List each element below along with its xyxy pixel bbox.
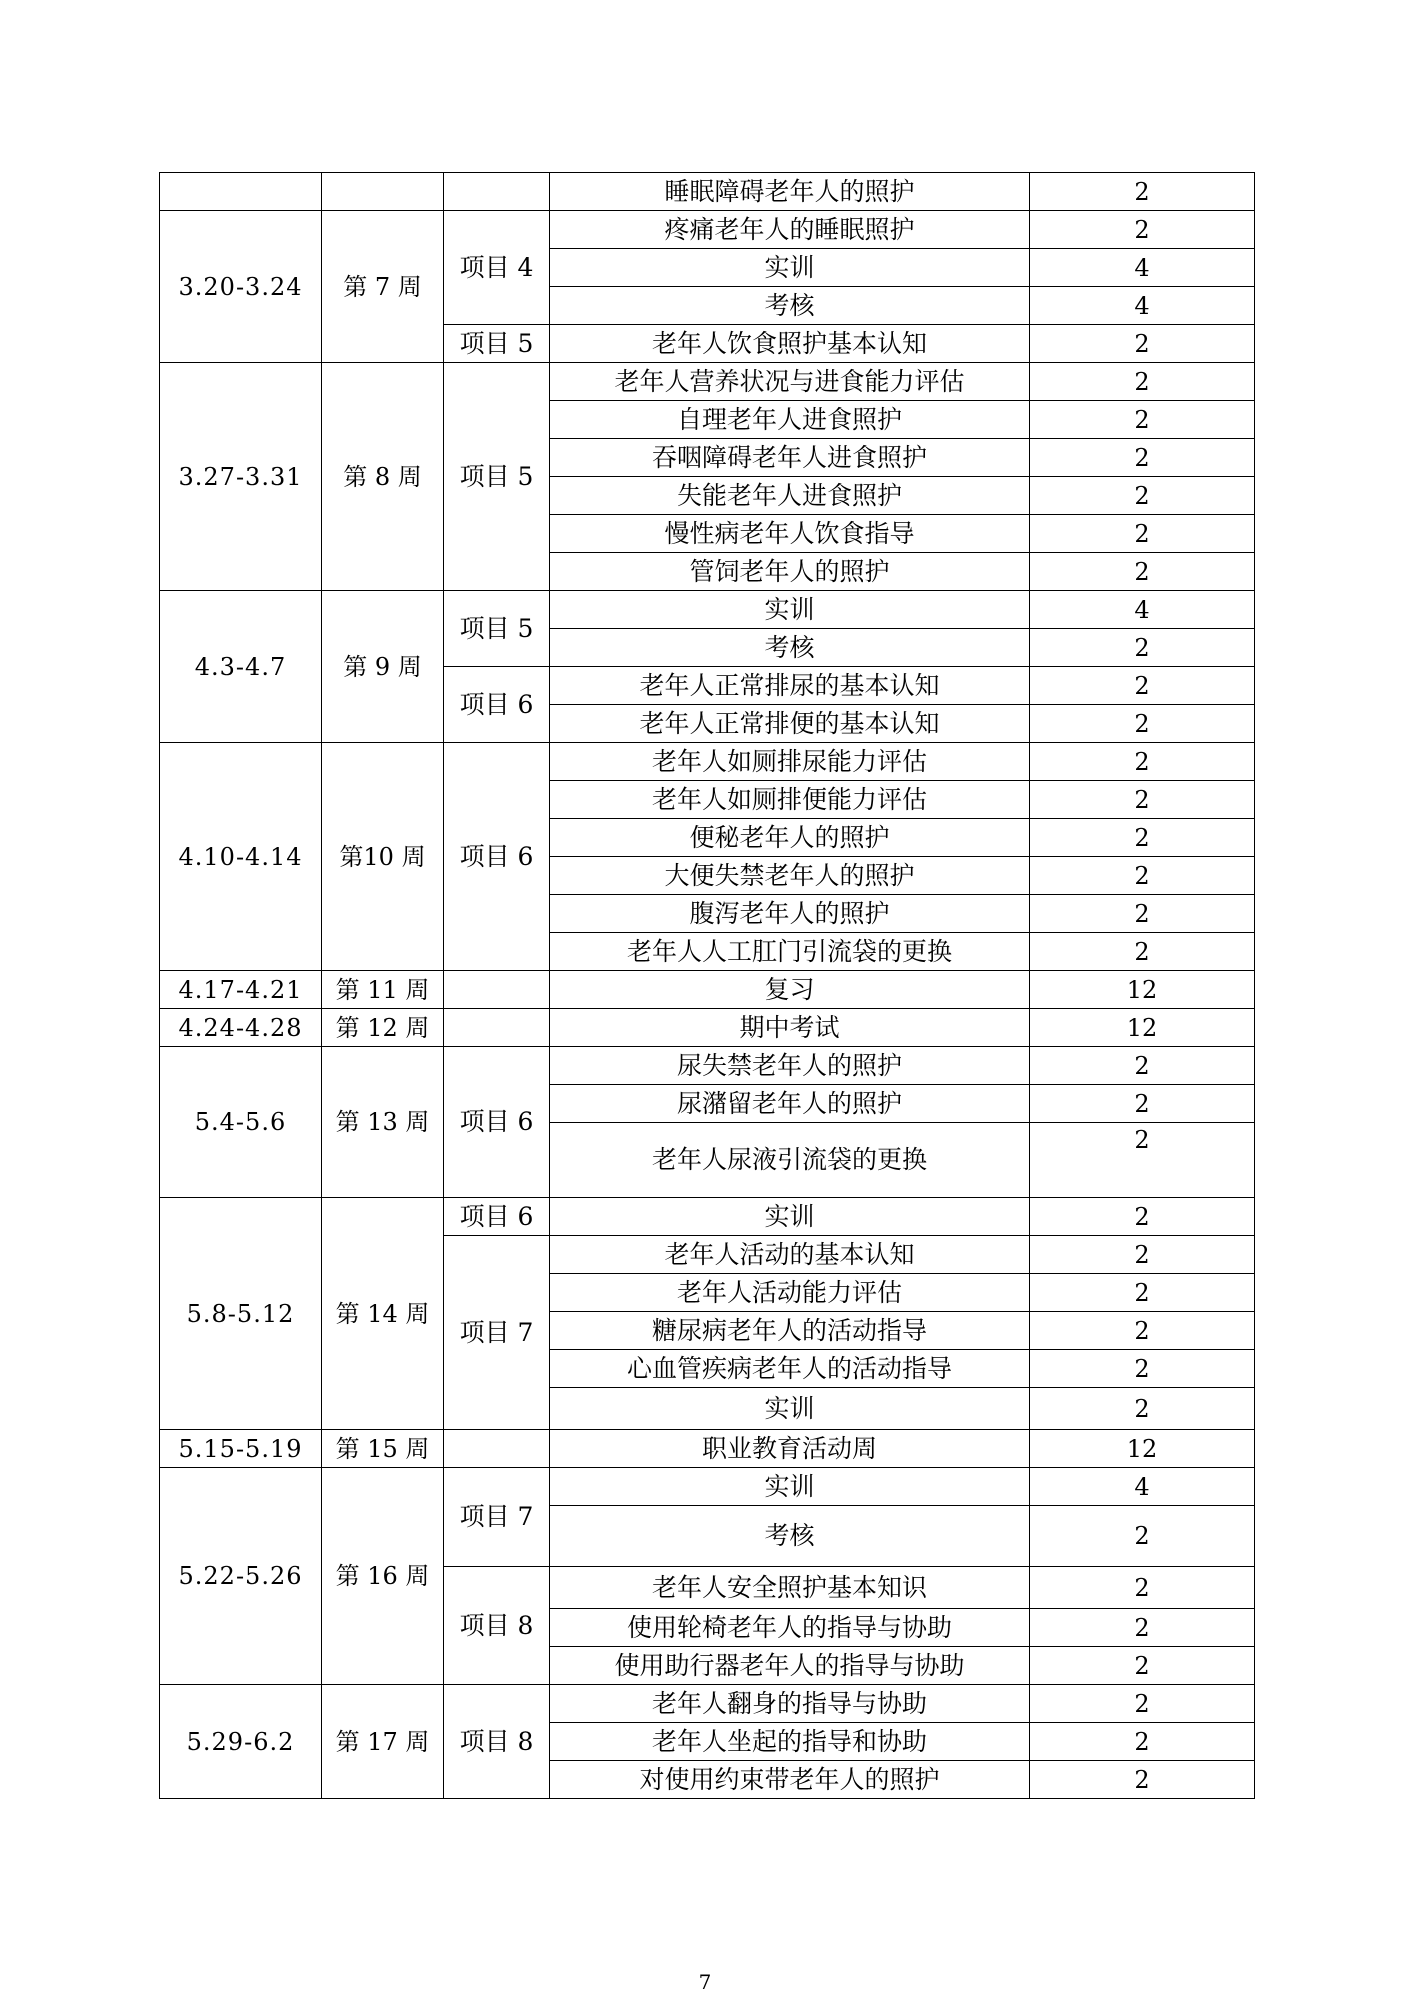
content-cell: 老年人如厕排尿能力评估 [550,743,1030,781]
content-cell: 实训 [550,1388,1030,1430]
table-row [160,363,1255,401]
project-cell: 项目 7 [444,1468,550,1567]
hours-cell: 2 [1030,667,1255,705]
project-cell: 项目 5 [444,325,550,363]
week-cell [322,173,444,211]
week-cell: 第 14 周 [322,1198,444,1430]
project-cell: 项目 4 [444,211,550,325]
hours-cell: 2 [1030,1388,1255,1430]
date-cell: 4.10-4.14 [160,743,322,971]
hours-cell: 4 [1030,591,1255,629]
date-cell: 5.29-6.2 [160,1685,322,1799]
week-cell: 第 8 周 [322,363,444,591]
content-cell: 考核 [550,1506,1030,1567]
content-cell: 老年人坐起的指导和协助 [550,1723,1030,1761]
content-cell: 尿潴留老年人的照护 [550,1085,1030,1123]
hours-cell: 2 [1030,211,1255,249]
content-cell: 腹泻老年人的照护 [550,895,1030,933]
page-number: 7 [698,1970,712,1994]
hours-cell: 2 [1030,1761,1255,1799]
table-row [160,1468,1255,1506]
project-cell [444,173,550,211]
content-cell: 实训 [550,1468,1030,1506]
project-cell: 项目 5 [444,363,550,591]
hours-cell: 2 [1030,401,1255,439]
hours-cell: 12 [1030,1009,1255,1047]
content-cell: 老年人饮食照护基本认知 [550,325,1030,363]
hours-cell: 2 [1030,1609,1255,1647]
content-cell: 老年人营养状况与进食能力评估 [550,363,1030,401]
content-cell: 实训 [550,1198,1030,1236]
content-cell: 考核 [550,287,1030,325]
table-row [160,743,1255,781]
project-cell [444,1430,550,1468]
content-cell: 睡眠障碍老年人的照护 [550,173,1030,211]
week-cell: 第 7 周 [322,211,444,363]
week-cell: 第 9 周 [322,591,444,743]
hours-cell: 2 [1030,1198,1255,1236]
content-cell: 失能老年人进食照护 [550,477,1030,515]
hours-cell: 2 [1030,743,1255,781]
hours-cell: 2 [1030,895,1255,933]
hours-cell: 2 [1030,1047,1255,1085]
hours-cell: 4 [1030,249,1255,287]
hours-cell: 2 [1030,1647,1255,1685]
hours-cell: 2 [1030,515,1255,553]
project-cell [444,1009,550,1047]
date-cell: 4.3-4.7 [160,591,322,743]
content-cell: 老年人活动的基本认知 [550,1236,1030,1274]
week-cell: 第 13 周 [322,1047,444,1198]
hours-cell: 2 [1030,1236,1255,1274]
date-cell: 5.8-5.12 [160,1198,322,1430]
content-cell: 老年人正常排尿的基本认知 [550,667,1030,705]
hours-cell: 2 [1030,629,1255,667]
hours-cell: 4 [1030,1468,1255,1506]
table-row [160,591,1255,629]
hours-cell: 12 [1030,1430,1255,1468]
table-row [160,1009,1255,1047]
table-row [160,173,1255,211]
content-cell: 期中考试 [550,1009,1030,1047]
hours-cell: 2 [1030,325,1255,363]
hours-cell: 2 [1030,1085,1255,1123]
week-cell: 第 12 周 [322,1009,444,1047]
hours-cell: 2 [1030,781,1255,819]
hours-cell: 2 [1030,1312,1255,1350]
date-cell: 4.17-4.21 [160,971,322,1009]
project-cell: 项目 5 [444,591,550,667]
hours-cell: 2 [1030,819,1255,857]
project-cell: 项目 6 [444,1047,550,1198]
date-cell: 5.22-5.26 [160,1468,322,1685]
schedule-body [160,173,1255,1799]
content-cell: 管饲老年人的照护 [550,553,1030,591]
date-cell: 5.15-5.19 [160,1430,322,1468]
hours-cell: 2 [1030,477,1255,515]
content-cell: 疼痛老年人的睡眠照护 [550,211,1030,249]
content-cell: 考核 [550,629,1030,667]
table-row [160,1047,1255,1085]
table-row [160,211,1255,249]
content-cell: 实训 [550,591,1030,629]
hours-cell: 2 [1030,1350,1255,1388]
project-cell [444,971,550,1009]
hours-cell: 2 [1030,1506,1255,1567]
hours-cell: 2 [1030,1723,1255,1761]
project-cell: 项目 6 [444,743,550,971]
content-cell: 老年人正常排便的基本认知 [550,705,1030,743]
content-cell: 使用助行器老年人的指导与协助 [550,1647,1030,1685]
content-cell: 慢性病老年人饮食指导 [550,515,1030,553]
date-cell [160,173,322,211]
week-cell: 第 15 周 [322,1430,444,1468]
table-row [160,971,1255,1009]
hours-cell: 2 [1030,1123,1255,1198]
content-cell: 尿失禁老年人的照护 [550,1047,1030,1085]
content-cell: 老年人翻身的指导与协助 [550,1685,1030,1723]
schedule-table [159,172,1255,1799]
date-cell: 5.4-5.6 [160,1047,322,1198]
content-cell: 老年人尿液引流袋的更换 [550,1123,1030,1198]
content-cell: 吞咽障碍老年人进食照护 [550,439,1030,477]
date-cell: 4.24-4.28 [160,1009,322,1047]
date-cell: 3.20-3.24 [160,211,322,363]
table-row [160,1198,1255,1236]
project-cell: 项目 8 [444,1685,550,1799]
hours-cell: 2 [1030,363,1255,401]
content-cell: 复习 [550,971,1030,1009]
content-cell: 心血管疾病老年人的活动指导 [550,1350,1030,1388]
content-cell: 老年人活动能力评估 [550,1274,1030,1312]
week-cell: 第 17 周 [322,1685,444,1799]
project-cell: 项目 6 [444,667,550,743]
content-cell: 老年人安全照护基本知识 [550,1567,1030,1609]
hours-cell: 2 [1030,1274,1255,1312]
project-cell: 项目 7 [444,1236,550,1430]
table-row [160,1430,1255,1468]
hours-cell: 2 [1030,933,1255,971]
hours-cell: 2 [1030,1567,1255,1609]
project-cell: 项目 6 [444,1198,550,1236]
content-cell: 大便失禁老年人的照护 [550,857,1030,895]
content-cell: 职业教育活动周 [550,1430,1030,1468]
hours-cell: 2 [1030,857,1255,895]
content-cell: 自理老年人进食照护 [550,401,1030,439]
content-cell: 实训 [550,249,1030,287]
week-cell: 第10 周 [322,743,444,971]
week-cell: 第 16 周 [322,1468,444,1685]
hours-cell: 2 [1030,553,1255,591]
content-cell: 糖尿病老年人的活动指导 [550,1312,1030,1350]
content-cell: 对使用约束带老年人的照护 [550,1761,1030,1799]
content-cell: 老年人如厕排便能力评估 [550,781,1030,819]
date-cell: 3.27-3.31 [160,363,322,591]
content-cell: 便秘老年人的照护 [550,819,1030,857]
table-row [160,1685,1255,1723]
hours-cell: 2 [1030,173,1255,211]
hours-cell: 2 [1030,1685,1255,1723]
hours-cell: 12 [1030,971,1255,1009]
week-cell: 第 11 周 [322,971,444,1009]
hours-cell: 2 [1030,439,1255,477]
hours-cell: 4 [1030,287,1255,325]
project-cell: 项目 8 [444,1567,550,1685]
content-cell: 使用轮椅老年人的指导与协助 [550,1609,1030,1647]
hours-cell: 2 [1030,705,1255,743]
content-cell: 老年人人工肛门引流袋的更换 [550,933,1030,971]
